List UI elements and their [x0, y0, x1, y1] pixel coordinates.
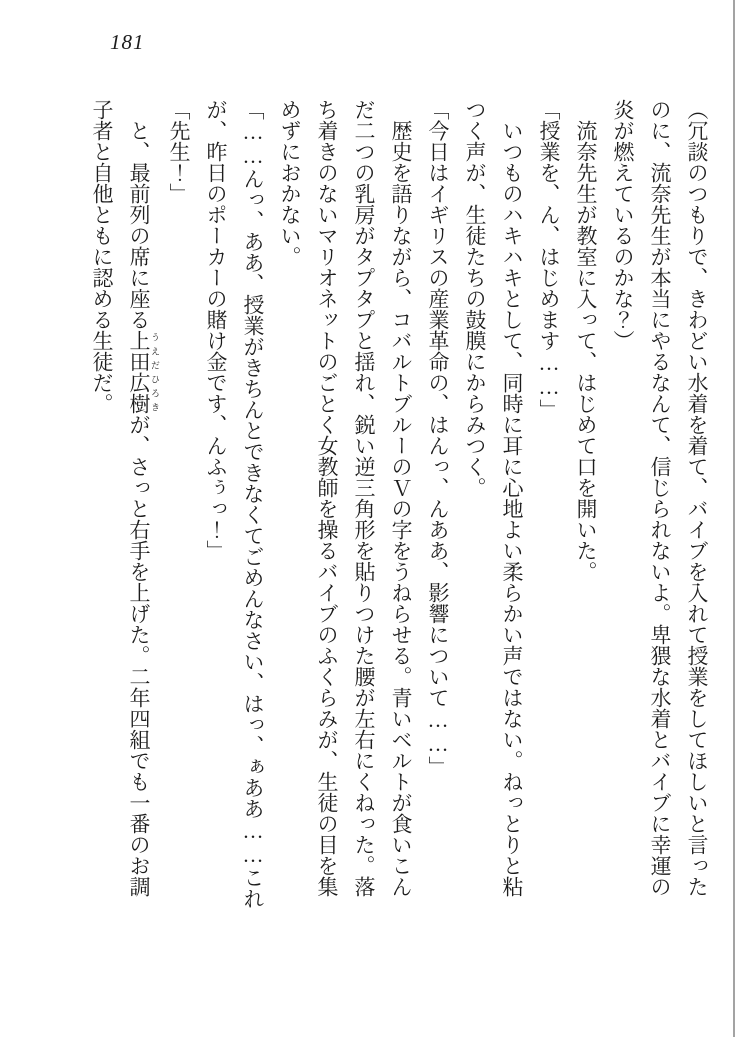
ruby-annotated-name: 上田 うえだ: [127, 330, 160, 372]
text-line: 歴史を語りながら、コバルトブルーのＶの字をうねらせる。青いベルトが食いこん: [389, 120, 413, 897]
body-text: [86, 99, 715, 909]
text-line: 「今日はイギリスの産業革命の、はんっ、んああ、影響について……」: [426, 99, 450, 777]
text-line: と、最前列の席に座る上田 うえだ広樹 ひろきが、さっと右手を上げた。二年四組でも一番のお調: [127, 120, 160, 897]
text-line: 炎が燃えているのかな？）: [611, 99, 635, 351]
text-line: 「先生！」: [167, 99, 191, 204]
text-line: だ二つの乳房がタプタプと揺れ、鋭い逆三角形を貼りつけた腰が左右にくねった。落: [352, 99, 376, 897]
text-line: 「授業を、ん、はじめます……」: [537, 99, 561, 420]
text-line: （冗談のつもりで、きわどい水着を着て、バイブを入れて授業をしてほしいと言った: [685, 99, 709, 897]
text-line: ち着きのないマリオネットのごとく女教師を操るバイブのふくらみが、生徒の目を集: [315, 99, 339, 897]
text-line: つく声が、生徒たちの鼓膜にからみつく。: [463, 99, 487, 498]
text-line: 子者と自他ともに認める生徒だ。: [90, 99, 114, 414]
text-line: いつものハキハキとして、同時に耳に心地よい柔らかい声ではない。ねっとりと粘: [500, 120, 524, 897]
ruby-annotated-name: 広樹 ひろき: [127, 372, 160, 414]
text-line: 「……んっ、ああ、授業がきちんとできなくてごめんなさい、はっ、ぁああ……これ: [241, 99, 265, 909]
page-edge-line: [733, 0, 735, 1037]
text-line: 流奈先生が教室に入って、はじめて口を開いた。: [574, 120, 598, 582]
page-number: 181: [110, 30, 145, 54]
text-line: めずにおかない。: [278, 99, 302, 267]
text-line: のに、流奈先生が本当にやるなんて、信じられないよ。卑猥な水着とバイブに幸運の: [648, 99, 672, 897]
text-line: が、昨日のポーカーの賭け金です、んふぅっ！」: [204, 99, 228, 561]
